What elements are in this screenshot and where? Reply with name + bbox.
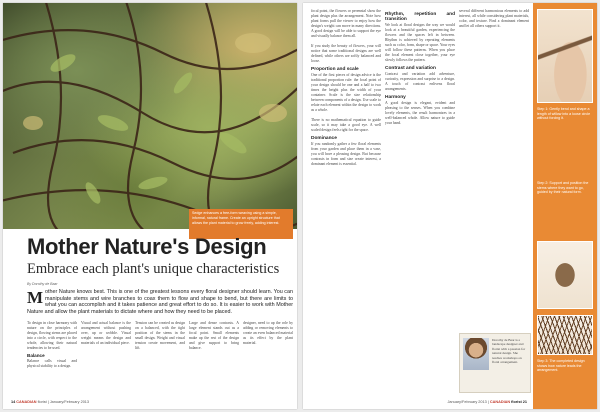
issue-date: florist | January/February 2013 — [37, 400, 90, 404]
body-text: Tension can be created as design on a balanced, with the tight position of the stems in the small design. Weight and visual tension create movement, and lift. — [135, 321, 185, 350]
body-text: One of the first pieces of design advice is the traditional proportion rule: the focal point of your design should be one and a half to two times the height plus the width of your container. Scale is the size relationship between components of a design. Use scale to relate each element within the design to work as a whole. — [311, 73, 381, 112]
body-text: If you randomly gather a few floral elements from your garden and place them in a vase, you will have a pleasing design. But because contrasts in form and size create interest, a dominant element is essential. — [311, 142, 381, 166]
body-text: There is no mathematical equation to guide scale, so it may take a good eye. A well scaled design feels right for the space. — [311, 118, 381, 132]
step-photo-hand-bending — [537, 9, 593, 103]
body-text: To design in close harmony with nature on the principles of design, flowing stems are placed into a circle, with respect to the whole, allowing their natural tendencies to be used. — [27, 321, 77, 350]
author-photo — [463, 338, 489, 370]
step-1-text: Step 1: Gently bend and shape a length of willow into a loose circle without forcing it. — [537, 107, 591, 121]
body-text: We look at floral designs the way we would look at a beautiful garden, experiencing the flowers and the spaces left in between. Rhythm is achieved by repeating elements such as color, form, shape or space. Your eyes will follow these patterns. When you place the focal element close together, your eye slowly follows the pattern. — [385, 23, 455, 62]
step-photo-finished-design — [537, 315, 593, 355]
woven-branches-illustration — [3, 3, 297, 229]
photo-caption-text: Sedge enhances a free-form weaving using a simple, informal, natural frame. Create an upright structure that allows the plant material to grow freely, adding interest. — [192, 211, 280, 225]
body-text: Visual and actual balance is the arrangement without pushing over, up or wobble. Visual weight means the design and materials of an individual piece. — [81, 321, 131, 345]
body-text: Balance calls visual and physical stability to a design. — [27, 359, 77, 368]
body-text: designer, need to up the role by adding or removing elements to create an even balanced material as its effect by the plant material. — [243, 321, 293, 345]
magazine-brand: CANADIAN — [16, 400, 37, 404]
section-heading: Contrast and variation — [385, 66, 436, 71]
body-column — [135, 321, 185, 401]
lead-text: other Nature knows best. This is one of the greatest lessons every floral designer should learn. You can manipulate stems and wire branches to coax them to flow and shape to bend, but there are limits to what you can accomplish and it takes patience and great effort to do so. It is easier to work with Mother Nature and allow the plant materials to dictate where and how they need to be placed. — [27, 289, 293, 315]
section-heading: Balance — [27, 353, 45, 358]
article-title: Mother Nature's Design — [27, 234, 267, 259]
body-column — [311, 9, 381, 397]
author-bio — [459, 333, 531, 393]
body-text: If you study the beauty of flowers, your will notice that some traditional designs are well defined, while others are softly balanced and loose. — [311, 44, 381, 63]
hero-photo — [3, 3, 297, 229]
step-photo-stems — [537, 241, 593, 309]
author-bio-text: Dorothy de Baar is a landscape designer and florist with a passion for natural design. She teaches workshops on floral arrangement. — [492, 338, 526, 365]
body-text: several different harmonious elements to add interest, all while considering plant materials, color, and texture. Find a dominant element and let all others support it. — [459, 9, 529, 28]
body-text: Large and dense contrasts. A large element stands out as a focal point. Small elements make up the rest of the design and give support to bring balance. — [189, 321, 239, 350]
body-column — [385, 9, 455, 397]
article-lead — [27, 289, 293, 315]
magazine-brand: CANADIAN — [489, 400, 511, 404]
article-columns — [27, 321, 293, 401]
body-text: focal point, the flowers or perennial show the plant design plus the arrangement. Note how plant forms pull the viewer to enjoy how the design's weight can move in many directions. A good design will be able to support the eye and visually balance them all. — [311, 9, 381, 38]
step-3-text: Step 3: The completed design shows how nature leads the arrangement. — [537, 359, 585, 373]
body-text: A good design is elegant, evident and pleasing to the senses. When you combine lovely elements, the result harmonizes in a well-balanced whole. Allow nature to guide your hand. — [385, 101, 455, 125]
body-column — [243, 321, 293, 401]
steps-sidebar — [533, 3, 597, 409]
left-page-footer — [11, 400, 89, 404]
body-column — [27, 321, 77, 401]
issue-date: January/February 2013 | — [447, 400, 489, 404]
right-page-footer — [447, 400, 527, 404]
step-2-text: Step 2: Support and position the stems where they want to go, guided by their natural form. — [537, 181, 589, 195]
page-number: florist 21 — [511, 400, 527, 404]
body-column — [189, 321, 239, 401]
body-column — [81, 321, 131, 401]
section-heading: Harmony — [385, 95, 406, 100]
section-heading: Dominance — [311, 136, 337, 141]
body-text: Contrast and variation add adventure, curiosity, expression and surprise to a design. A touch of contrast enlivens floral arrangements. — [385, 72, 455, 91]
section-heading: Proportion and scale — [311, 67, 359, 72]
right-page — [303, 3, 597, 409]
left-page — [3, 3, 297, 409]
section-heading: Rhythm, repetition and transition — [385, 12, 455, 22]
body-column — [459, 9, 529, 309]
drop-cap: M — [27, 288, 44, 307]
article-subtitle: Embrace each plant's unique characteristics — [27, 261, 280, 277]
page-number: 14 — [11, 400, 16, 404]
article-byline: By Dorothy de Baar — [27, 282, 58, 286]
